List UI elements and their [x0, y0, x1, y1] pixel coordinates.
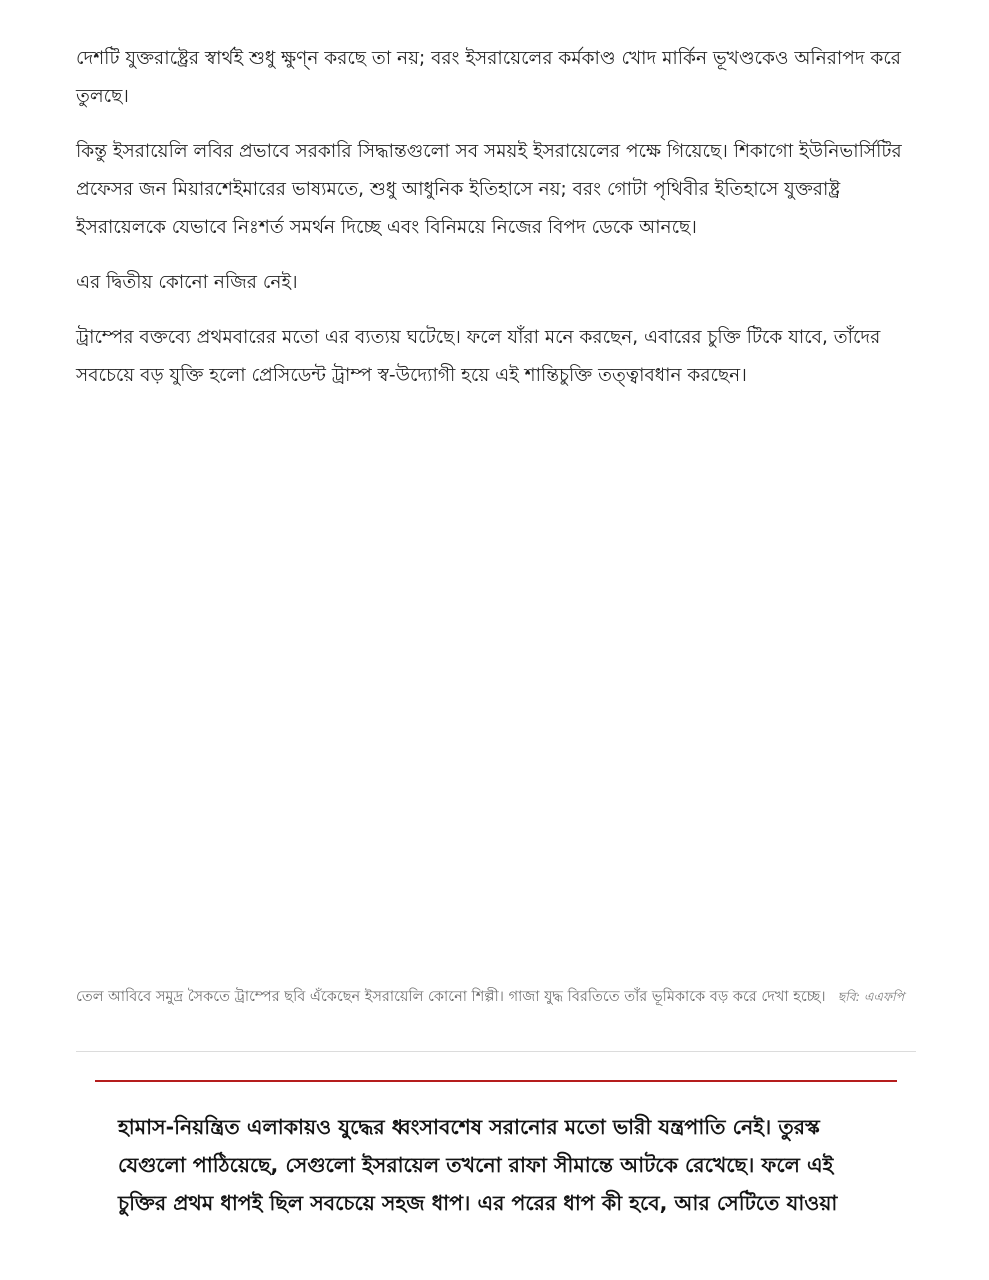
figure-caption-text: তেল আবিবে সমুদ্র সৈকতে ট্রাম্পের ছবি এঁকেছেন ইসরায়েলি কোনো শিল্পী। গাজা যুদ্ধ বিরতিতে তাঁর ভূমিকাকে বড় করে দেখা হচ্ছে। [76, 989, 826, 1005]
caption-divider [76, 1051, 916, 1052]
article-paragraph-2: কিন্তু ইসরায়েলি লবির প্রভাবে সরকারি সিদ্ধান্তগুলো সব সময়ই ইসরায়েলের পক্ষে গিয়েছে। শিকাগো ইউনিভার্সিটির প্রফেসর জন মিয়ারশেইমারের ভাষ্যমতে, শুধু আধুনিক ইতিহাসে নয়; বরং গোটা পৃথিবীর ইতিহাসে যুক্তরাষ্ট্র ইসরায়েলকে যেভাবে নিঃশর্ত সমর্থন দিচ্ছে এবং বিনিময়ে নিজের বিপদ ডেকে আনছে। [76, 141, 902, 238]
figure-image-placeholder [76, 420, 916, 980]
figure-credit: ছবি: এএফপি [837, 989, 905, 1004]
article-paragraph-4: ট্রাম্পের বক্তব্যে প্রথমবারের মতো এর ব্যত্যয় ঘটেছে। ফলে যাঁরা মনে করছেন, এবারের চুক্তি টিকে যাবে, তাঁদের সবচেয়ে বড় যুক্তি হলো প্রেসিডেন্ট ট্রাম্প স্ব-উদ্যোগী হয়ে এই শান্তিচুক্তি তত্ত্বাবধান করছেন। [76, 327, 881, 386]
article-paragraph-1: দেশটি যুক্তরাষ্ট্রের স্বার্থই শুধু ক্ষুণ্ন করছে তা নয়; বরং ইসরায়েলের কর্মকাণ্ড খোদ মার্কিন ভূখণ্ডকেও অনিরাপদ করে তুলছে। [76, 48, 901, 107]
figure-caption [76, 984, 916, 1010]
pull-quote-rule [95, 1080, 897, 1082]
article-paragraph-3: এর দ্বিতীয় কোনো নজির নেই। [76, 272, 298, 293]
article-body [76, 40, 916, 412]
pull-quote: হামাস-নিয়ন্ত্রিত এলাকায়ও যুদ্ধের ধ্বংসাবশেষ সরানোর মতো ভারী যন্ত্রপাতি নেই। তুরস্ক যেগুলো পাঠিয়েছে, সেগুলো ইসরায়েল তখনো রাফা সীমান্তে আটকে রেখেছে। ফলে এই চুক্তির প্রথম ধাপই ছিল সবচেয়ে সহজ ধাপ। এর পরের ধাপ কী হবে, আর সেটিতে যাওয়া [118, 1115, 838, 1215]
